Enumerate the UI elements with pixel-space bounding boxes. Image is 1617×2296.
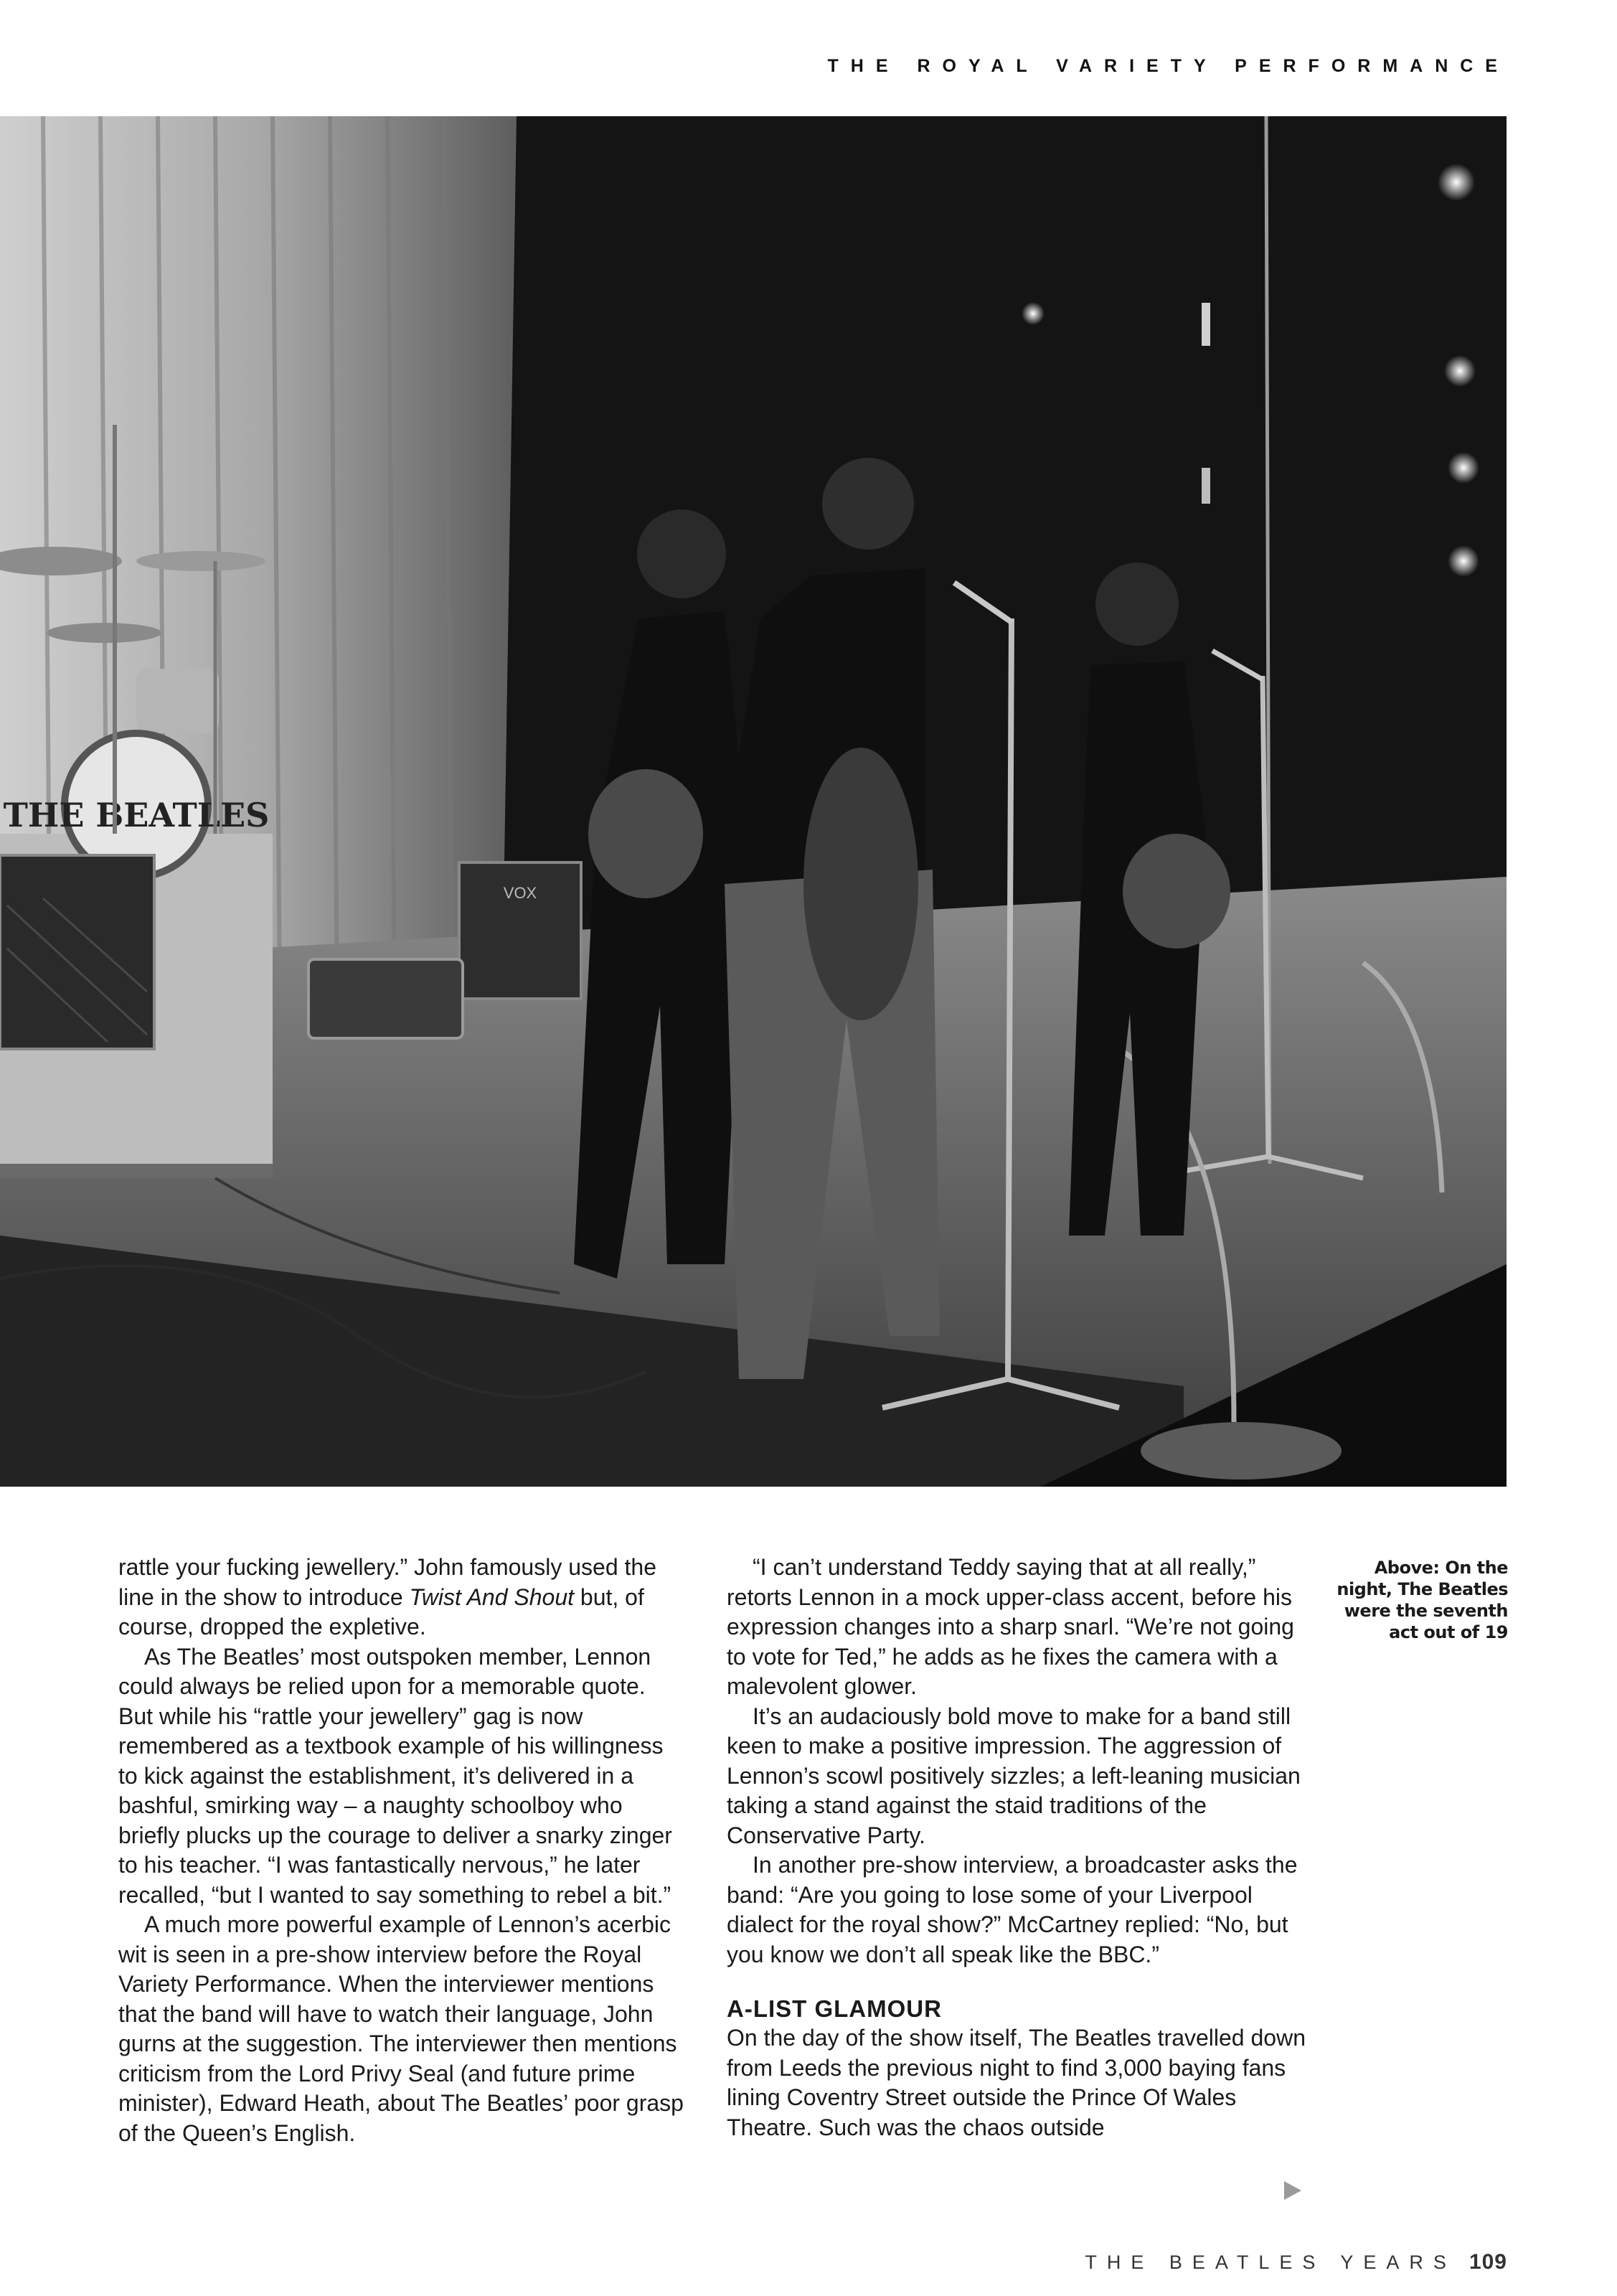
page-footer	[1085, 2250, 1507, 2274]
paragraph: As The Beatles’ most outspoken member, Lennon could always be relied upon for a memorable quote. But while his “rattle your jewellery” gag is now remembered as a textbook example of his willingness to kick against the establishment, it’s delivered in a bashful, smirking way – a naughty schoolboy who briefly plucks up the courage to deliver a snarky zinger to his teacher. “I was fantastically nervous,” he later recalled, “but I wanted to say something to rebel a bit.”	[118, 1643, 672, 1908]
stage-photo	[0, 116, 1507, 1487]
page-number: 109	[1468, 2250, 1507, 2274]
paragraph: rattle your fucking jewellery.” John famously used the line in the show to introduce Twist And Shout but, of course, dropped the expletive.	[118, 1554, 656, 1639]
running-header: THE ROYAL VARIETY PERFORMANCE	[827, 56, 1509, 76]
paragraph: A much more powerful example of Lennon’s acerbic wit is seen in a pre-show interview before the Royal Variety Performance. When the interviewer mentions that the band will have to watch their language, John gurns at the suggestion. The interviewer then mentions criticism from the Lord Privy Seal (and future prime minister), Edward Heath, about The Beatles’ poor grasp of the Queen’s English.	[118, 1911, 684, 2146]
stage-photo-illustration	[0, 116, 1507, 1487]
publication-name: THE BEATLES YEARS	[1085, 2252, 1456, 2273]
song-title: Twist And Shout	[409, 1584, 575, 1610]
continue-arrow-icon	[1284, 2181, 1301, 2200]
body-column-2	[727, 1553, 1308, 2142]
amp-logo: VOX	[503, 884, 537, 902]
paragraph: “I can’t understand Teddy saying that at all really,” retorts Lennon in a mock upper-class accent, before his expression changes into a sharp snarl. “We’re not going to vote for Ted,” he adds as he fixes the camera with a malevolent glower.	[727, 1554, 1294, 1699]
paragraph: In another pre-show interview, a broadcaster asks the band: “Are you going to lose some of your Liverpool dialect for the royal show?” McCartney replied: “No, but you know we don’t all speak like the BBC.”	[727, 1852, 1298, 1967]
subheading: A-LIST GLAMOUR	[727, 1995, 942, 2022]
photo-caption: Above: On the night, The Beatles were the seventh act out of 19	[1336, 1558, 1508, 1642]
drum-logo: THE BEATLES	[3, 796, 270, 834]
body-column-1	[118, 1553, 685, 2148]
paragraph: On the day of the show itself, The Beatles travelled down from Leeds the previous night to find 3,000 baying fans lining Coventry Street outside the Prince Of Wales Theatre. Such was the chaos outside	[727, 2025, 1306, 2140]
paragraph: It’s an audaciously bold move to make for a band still keen to make a positive impression. The aggression of Lennon’s scowl positively sizzles; a left-leaning musician taking a stand against the staid traditions of the Conservative Party.	[727, 1703, 1301, 1848]
